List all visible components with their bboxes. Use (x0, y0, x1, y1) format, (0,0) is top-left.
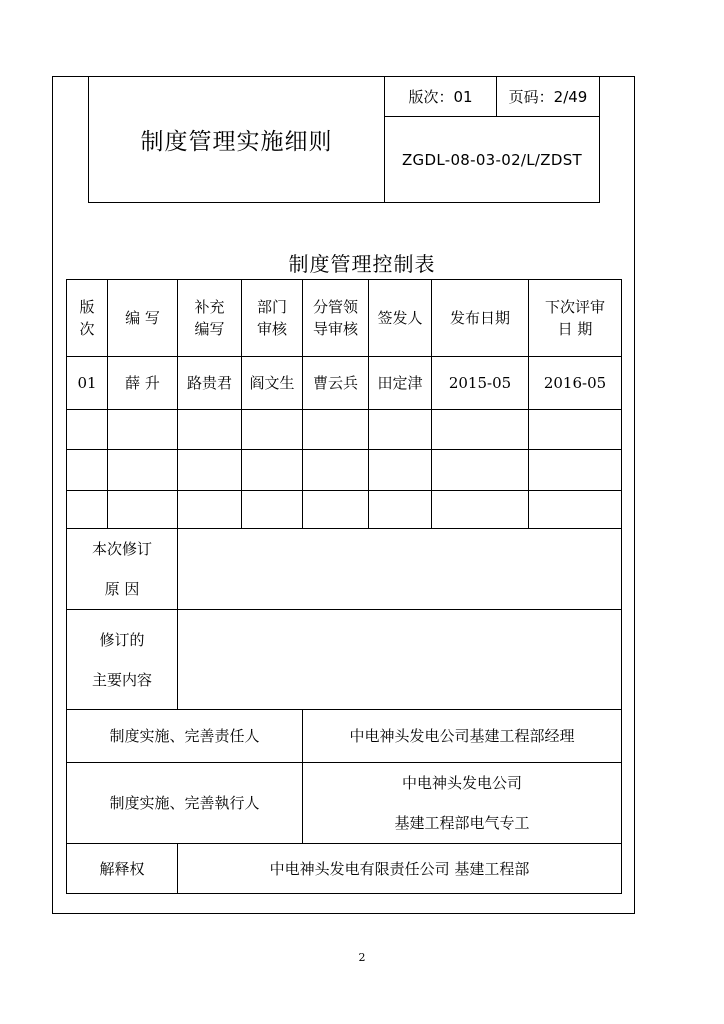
interpretation-row (67, 844, 622, 894)
document-code: ZGDL-08-03-02/L/ZDST (385, 117, 600, 203)
cell (178, 450, 242, 491)
cell (108, 450, 178, 491)
revision-content-row (67, 610, 622, 710)
cell (529, 450, 622, 491)
table-header-row (67, 280, 622, 357)
cell (529, 491, 622, 529)
cell: 田定津 (369, 357, 432, 410)
cell (108, 410, 178, 450)
col-header-supplement: 补充 编写 (178, 280, 242, 357)
version-cell: 版次：01 (385, 77, 497, 117)
cell: 2016-05 (529, 357, 622, 410)
col-header-next-review: 下次评审 日 期 (529, 280, 622, 357)
page-number: 2 (358, 951, 366, 964)
interpretation-label: 解释权 (67, 844, 178, 894)
executor-value: 中电神头发电公司 基建工程部电气专工 (303, 763, 622, 844)
col-header-dept-review: 部门 审核 (242, 280, 303, 357)
col-header-issuer: 签发人 (369, 280, 432, 357)
cell (432, 491, 529, 529)
control-table-title: 制度管理控制表 (288, 252, 436, 276)
col-header-leader-review: 分管领 导审核 (303, 280, 369, 357)
cell (67, 450, 108, 491)
revision-reason-row (67, 529, 622, 610)
cell (108, 491, 178, 529)
cell: 阎文生 (242, 357, 303, 410)
responsible-row (67, 710, 622, 763)
cell (529, 410, 622, 450)
cell: 路贵君 (178, 357, 242, 410)
cell (242, 410, 303, 450)
cell (67, 410, 108, 450)
col-header-version: 版 次 (67, 280, 108, 357)
cell (369, 491, 432, 529)
table-row (67, 491, 622, 529)
revision-content-label: 修订的 主要内容 (67, 610, 178, 710)
executor-row (67, 763, 622, 844)
table-row (67, 357, 622, 410)
cell (369, 450, 432, 491)
responsible-label: 制度实施、完善责任人 (67, 710, 303, 763)
cell: 薛 升 (108, 357, 178, 410)
responsible-value: 中电神头发电公司基建工程部经理 (303, 710, 622, 763)
table-row (67, 410, 622, 450)
cell (303, 491, 369, 529)
table-row (67, 450, 622, 491)
document-title: 制度管理实施细则 (89, 77, 385, 203)
revision-content-value (178, 610, 622, 710)
cell (432, 410, 529, 450)
cell (67, 491, 108, 529)
cell (178, 491, 242, 529)
col-header-release-date: 发布日期 (432, 280, 529, 357)
cell: 01 (67, 357, 108, 410)
cell (369, 410, 432, 450)
interpretation-value: 中电神头发电有限责任公司 基建工程部 (178, 844, 622, 894)
revision-reason-label: 本次修订 原 因 (67, 529, 178, 610)
cell (242, 491, 303, 529)
cell (178, 410, 242, 450)
cell (303, 410, 369, 450)
executor-label: 制度实施、完善執行人 (67, 763, 303, 844)
cell (303, 450, 369, 491)
cell: 2015-05 (432, 357, 529, 410)
cell (242, 450, 303, 491)
revision-reason-value (178, 529, 622, 610)
page-cell: 页码：2/49 (497, 77, 600, 117)
document-header (88, 76, 600, 203)
cell (432, 450, 529, 491)
cell: 曹云兵 (303, 357, 369, 410)
control-table (66, 279, 622, 894)
col-header-author: 编 写 (108, 280, 178, 357)
